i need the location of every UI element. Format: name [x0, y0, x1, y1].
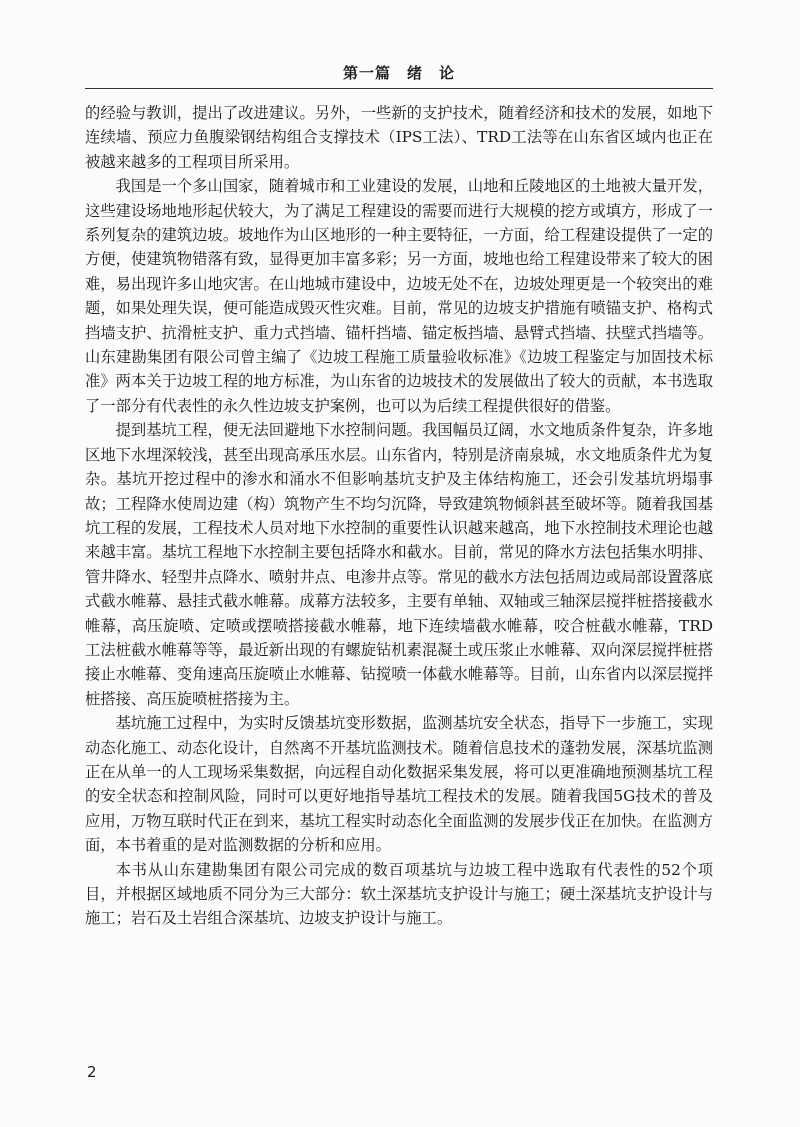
paragraph-continuation: 的经验与教训，提出了改进建议。另外，一些新的支护技术，随着经济和技术的发展，如地下连续墙、预应力鱼腹梁钢结构组合支撑技术（IPS工法）、TRD工法等在山东省区域内也正在被越来越多的工程项目所采用。 — [85, 104, 713, 171]
running-header: 第一篇 绪 论 — [342, 64, 455, 82]
paragraph-book-scope: 本书从山东建勘集团有限公司完成的数百项基坑与边坡工程中选取有代表性的52个项目，并根据区域地质不同分为三大部分：软土深基坑支护设计与施工；硬土深基坑支护设计与施工；岩石及土岩组合深基坑、边坡支护设计与施工。 — [85, 860, 713, 928]
header-rule — [85, 88, 713, 89]
paragraph-slopes: 我国是一个多山国家，随着城市和工业建设的发展，山地和丘陵地区的土地被大量开发，这些建设场地地形起伏较大，为了满足工程建设的需要而进行大规模的挖方或填方，形成了一系列复杂的建筑边坡。坡地作为山区地形的一种主要特征，一方面，给工程建设提供了一定的方便，使建筑物错落有致，显得更加丰富多彩；另一方面，坡地也给工程建设带来了较大的困难，易出现许多山地灾害。在山地城市建设中，边坡无处不在，边坡处理更是一个较突出的难题，如果处理失误，便可能造成毁灭性灾难。目前，常见的边坡支护措施有喷锚支护、格构式挡墙支护、抗滑桩支护、重力式挡墙、锚杆挡墙、锚定板挡墙、悬臂式挡墙、扶壁式挡墙等。山东建勘集团有限公司曾主编了《边坡工程施工质量验收标准》《边坡工程鉴定与加固技术标准》两本关于边坡工程的地方标准，为山东省的边坡技术的发展做出了较大的贡献，本书选取了一部分有代表性的永久性边坡支护案例，也可以为后续工程提供很好的借鉴。 — [85, 177, 713, 415]
paragraph-groundwater: 提到基坑工程，便无法回避地下水控制问题。我国幅员辽阔，水文地质条件复杂，许多地区地下水埋深较浅，甚至出现高承压水层。山东省内，特别是济南泉城，水文地质条件尤为复杂。基坑开挖过程中的渗水和涌水不但影响基坑支护及主体结构施工，还会引发基坑坍塌事故；工程降水使周边建（构）筑物产生不均匀沉降，导致建筑物倾斜甚至破坏等。随着我国基坑工程的发展，工程技术人员对地下水控制的重要性认识越来越高，地下水控制技术理论也越来越丰富。基坑工程地下水控制主要包括降水和截水。目前，常见的降水方法包括集水明排、管井降水、轻型井点降水、喷射井点、电渗井点等。常见的截水方法包括周边或局部设置落底式截水帷幕、悬挂式截水帷幕。成幕方法较多，主要有单轴、双轴或三轴深层搅拌桩搭接截水帷幕，高压旋喷、定喷或摆喷搭接截水帷幕，地下连续墙截水帷幕，咬合桩截水帷幕，TRD工法桩截水帷幕等等，最近新出现的有螺旋钻机素混凝土或压浆止水帷幕、双向深层搅拌桩搭接止水帷幕、变角速高压旋喷止水帷幕、钻搅喷一体截水帷幕等。目前，山东省内以深层搅拌桩搭接、高压旋喷桩搭接为主。 — [85, 421, 713, 708]
body-text — [85, 101, 713, 931]
paragraph-monitoring: 基坑施工过程中，为实时反馈基坑变形数据，监测基坑安全状态，指导下一步施工，实现动态化施工、动态化设计，自然离不开基坑监测技术。随着信息技术的蓬勃发展，深基坑监测正在从单一的人工现场采集数据，向远程自动化数据采集发展，将可以更准确地预测基坑工程的安全状态和控制风险，同时可以更好地指导基坑工程技术的发展。随着我国5G技术的普及应用，万物互联时代正在到来，基坑工程实时动态化全面监测的发展步伐正在加快。在监测方面，本书着重的是对监测数据的分析和应用。 — [85, 714, 713, 855]
page-number: 2 — [87, 1063, 97, 1081]
